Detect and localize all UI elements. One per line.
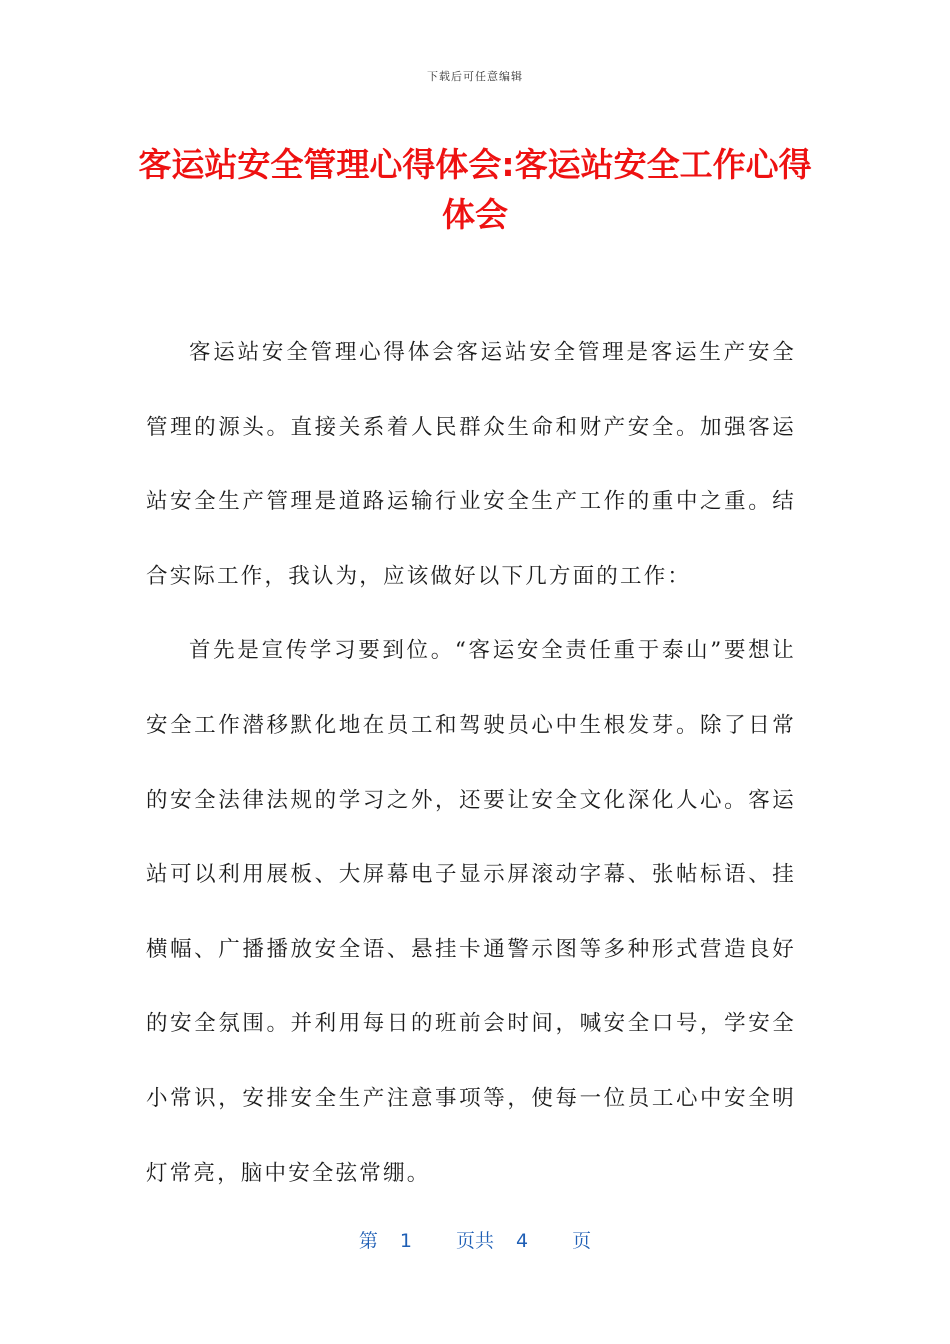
- body-paragraph: 首先是宣传学习要到位。“客运安全责任重于泰山”要想让安全工作潜移默化地在员工和驾驶员心中生根发芽。除了日常的安全法律法规的学习之外，还要让安全文化深化人心。客运站可以利用展板、大屏幕电子显示屏滚动字幕、张帖标语、挂横幅、广播播放安全语、悬挂卡通警示图等多种形式营造良好的安全氛围。并利用每日的班前会时间，喊安全口号，学安全小常识，安排安全生产注意事项等，使每一位员工心中安全明灯常亮，脑中安全弦常绷。: [146, 638, 796, 1186]
- document-title: 客运站安全管理心得体会:客运站安全工作心得体会: [138, 145, 812, 234]
- page-suffix: 页: [572, 1230, 592, 1252]
- document-body: [146, 316, 796, 1211]
- header-note: 下载后可任意编辑: [427, 70, 523, 83]
- page-middle-text: 页共: [455, 1230, 494, 1252]
- total-pages-number: 4: [516, 1230, 529, 1252]
- page-number-footer: [0, 1226, 950, 1253]
- page-prefix: 第: [358, 1230, 378, 1252]
- body-paragraph: 客运站安全管理心得体会客运站安全管理是客运生产安全管理的源头。直接关系着人民群众生命和财产安全。加强客运站安全生产管理是道路运输行业安全生产工作的重中之重。结合实际工作，我认为，应该做好以下几方面的工作：: [146, 340, 796, 589]
- current-page-number: 1: [399, 1230, 412, 1252]
